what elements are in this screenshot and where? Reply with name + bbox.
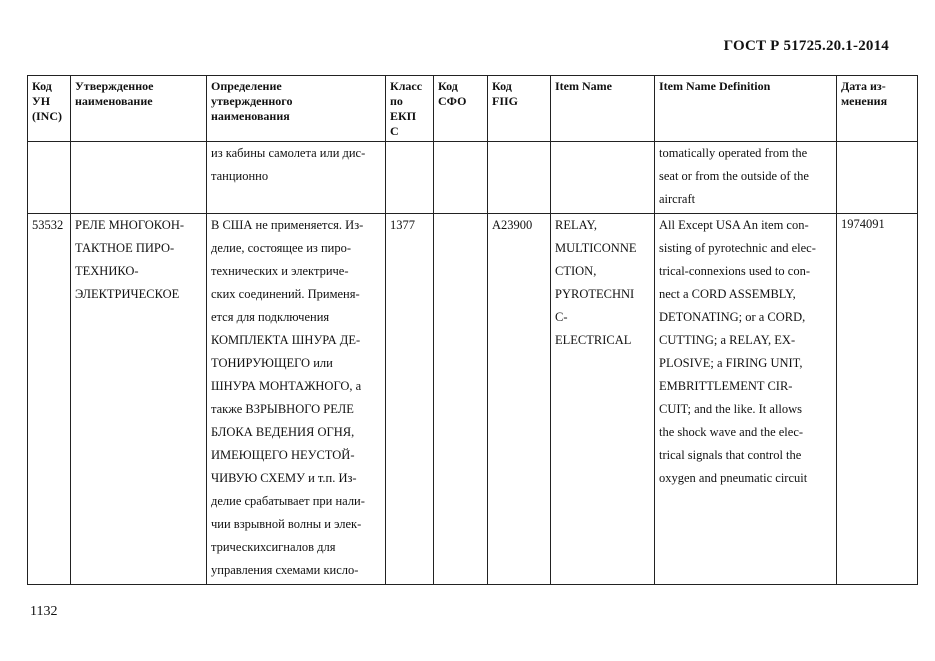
cell-item-definition (655, 142, 837, 214)
text-line: the shock wave and the elec- (659, 425, 804, 439)
text-line: nect a CORD ASSEMBLY, (659, 287, 796, 301)
text-line: EMBRITTLEMENT CIR- (659, 379, 793, 393)
text-line: управления схемами кисло- (211, 563, 359, 577)
text-line: MULTICONNE (555, 241, 637, 255)
text-line: trical-connexions used to con- (659, 264, 810, 278)
cell-definition (207, 142, 386, 214)
text-line: CUIT; and the like. It allows (659, 402, 803, 416)
cell-item-definition (655, 214, 837, 585)
text-line: oxygen and pneumatic circuit (659, 471, 808, 485)
text-line: CTION, (555, 264, 597, 278)
text-line: CUTTING; a RELAY, EX- (659, 333, 796, 347)
text-line: All Except USA An item con- (659, 218, 809, 232)
page-number: 1132 (30, 604, 58, 619)
cell-inc (28, 142, 71, 214)
document-title: ГОСТ Р 51725.20.1-2014 (723, 38, 889, 54)
cell-class (386, 214, 434, 585)
cell-fiig (488, 142, 551, 214)
inc-code: 53532 (32, 218, 64, 232)
text-line: из кабины самолета или дис- (211, 146, 366, 160)
text-line: seat or from the outside of the (659, 169, 809, 183)
cell-approved-name (71, 214, 207, 585)
cell-item-name (551, 142, 655, 214)
text-line: также ВЗРЫВНОГО РЕЛЕ (211, 402, 354, 416)
text-line: sisting of pyrotechnic and elec- (659, 241, 816, 255)
text-line: tomatically operated from the (659, 146, 808, 160)
text-line: ИМЕЮЩЕГО НЕУСТОЙ- (211, 448, 355, 462)
text-line: КОМПЛЕКТА ШНУРА ДЕ- (211, 333, 361, 347)
column-header-class: Класс по ЕКП С (386, 76, 434, 142)
text-line: aircraft (659, 192, 696, 206)
cell-fiig (488, 214, 551, 585)
text-line: технических и электриче- (211, 264, 349, 278)
nomenclature-table (27, 75, 918, 585)
text-line: trical signals that control the (659, 448, 802, 462)
cell-inc (28, 214, 71, 585)
cell-sfo (434, 214, 488, 585)
column-header-fiig: Код FIIG (488, 76, 551, 142)
cell-change-date (837, 142, 918, 214)
text-line: ется для подключения (211, 310, 330, 324)
text-line: ТОНИРУЮЩЕГО или (211, 356, 333, 370)
column-header-inc: Код УН (INC) (28, 76, 71, 142)
text-line: ELECTRICAL (555, 333, 632, 347)
cell-definition (207, 214, 386, 585)
table-row (28, 214, 918, 585)
text-line: трическихсигналов для (211, 540, 336, 554)
text-line: ШНУРА МОНТАЖНОГО, а (211, 379, 362, 393)
column-header-approved-name: Утвержденное наименование (71, 76, 207, 142)
fiig-code: A23900 (492, 218, 533, 232)
text-line: RELAY, (555, 218, 598, 232)
text-line: В США не применяется. Из- (211, 218, 364, 232)
text-line: ТЕХНИКО- (75, 264, 139, 278)
cell-change-date (837, 214, 918, 585)
text-line: чии взрывной волны и элек- (211, 517, 362, 531)
text-line: делие срабатывает при нали- (211, 494, 365, 508)
text-line: танционно (211, 169, 269, 183)
class-ekps: 1377 (390, 218, 415, 232)
table-header-row (28, 76, 918, 142)
column-header-sfo: Код СФО (434, 76, 488, 142)
column-header-change-date: Дата из- менения (837, 76, 918, 142)
column-header-item-definition: Item Name Definition (655, 76, 837, 142)
column-header-definition: Определение утвержденного наименования (207, 76, 386, 142)
text-line: БЛОКА ВЕДЕНИЯ ОГНЯ, (211, 425, 355, 439)
text-line: ТАКТНОЕ ПИРО- (75, 241, 175, 255)
text-line: ЭЛЕКТРИЧЕСКОЕ (75, 287, 180, 301)
text-line: РЕЛЕ МНОГОКОН- (75, 218, 185, 232)
cell-approved-name (71, 142, 207, 214)
change-date: 1974091 (841, 217, 885, 231)
text-line: ЧИВУЮ СХЕМУ и т.п. Из- (211, 471, 357, 485)
cell-class (386, 142, 434, 214)
column-header-item-name: Item Name (551, 76, 655, 142)
cell-item-name (551, 214, 655, 585)
text-line: делие, состоящее из пиро- (211, 241, 351, 255)
text-line: ских соединений. Применя- (211, 287, 360, 301)
table-row-continuation (28, 142, 918, 214)
text-line: PLOSIVE; a FIRING UNIT, (659, 356, 803, 370)
text-line: PYROTECHNI (555, 287, 635, 301)
text-line: C- (555, 310, 568, 324)
cell-sfo (434, 142, 488, 214)
text-line: DETONATING; or a CORD, (659, 310, 806, 324)
